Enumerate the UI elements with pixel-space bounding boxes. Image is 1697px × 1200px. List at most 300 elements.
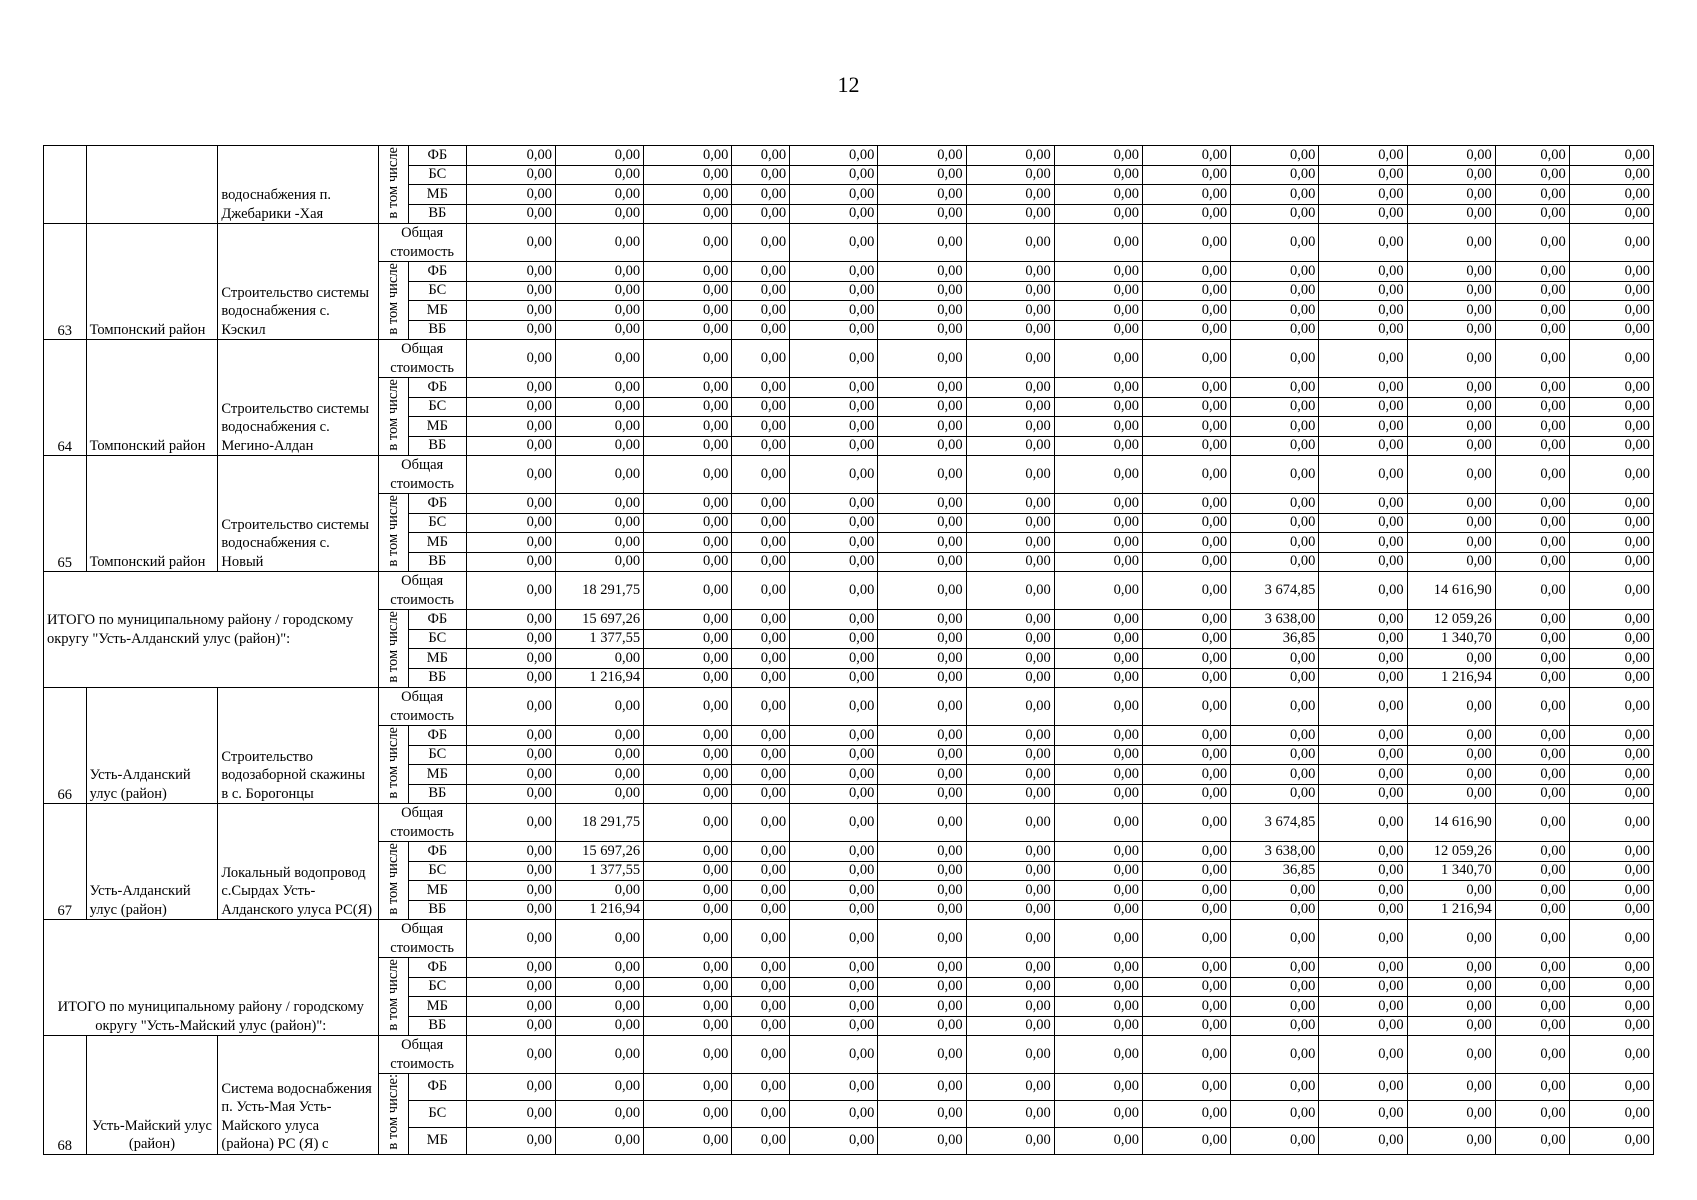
value-cell: 0,00 <box>1142 804 1230 842</box>
value-cell: 0,00 <box>878 262 966 282</box>
value-cell: 0,00 <box>1495 572 1569 610</box>
value-cell: 0,00 <box>1054 1036 1142 1074</box>
value-cell: 0,00 <box>1569 842 1653 862</box>
value-cell: 0,00 <box>1319 146 1407 166</box>
value-cell: 0,00 <box>1231 649 1319 669</box>
value-cell: 0,00 <box>732 397 790 417</box>
value-cell: 0,00 <box>878 340 966 378</box>
value-cell: 0,00 <box>466 224 555 262</box>
value-cell: 0,00 <box>1407 397 1495 417</box>
value-cell: 0,00 <box>878 977 966 997</box>
value-cell: 0,00 <box>1407 726 1495 746</box>
value-cell: 0,00 <box>1407 301 1495 321</box>
value-cell: 0,00 <box>1231 301 1319 321</box>
value-cell: 0,00 <box>966 1074 1054 1101</box>
value-cell: 0,00 <box>644 997 732 1017</box>
value-cell: 0,00 <box>1054 417 1142 437</box>
budget-table <box>43 145 1654 1155</box>
value-cell: 0,00 <box>878 1100 966 1127</box>
value-cell: 0,00 <box>966 204 1054 224</box>
value-cell: 0,00 <box>878 281 966 301</box>
value-cell: 0,00 <box>1231 765 1319 785</box>
funding-source: БС <box>408 977 466 997</box>
value-cell: 0,00 <box>1142 397 1230 417</box>
value-cell: 0,00 <box>732 281 790 301</box>
value-cell: 0,00 <box>732 688 790 726</box>
value-cell: 0,00 <box>644 417 732 437</box>
value-cell: 0,00 <box>1142 920 1230 958</box>
value-cell: 0,00 <box>1319 997 1407 1017</box>
value-cell: 0,00 <box>878 572 966 610</box>
value-cell: 0,00 <box>466 900 555 920</box>
value-cell: 0,00 <box>644 397 732 417</box>
value-cell: 0,00 <box>790 842 878 862</box>
value-cell: 0,00 <box>1054 494 1142 514</box>
value-cell: 0,00 <box>732 958 790 978</box>
value-cell: 0,00 <box>644 726 732 746</box>
value-cell: 0,00 <box>732 494 790 514</box>
value-cell: 0,00 <box>1495 649 1569 669</box>
value-cell: 0,00 <box>1142 340 1230 378</box>
value-cell: 0,00 <box>790 920 878 958</box>
value-cell: 3 638,00 <box>1231 610 1319 630</box>
value-cell: 0,00 <box>1142 262 1230 282</box>
value-cell: 0,00 <box>644 920 732 958</box>
value-cell: 0,00 <box>1319 668 1407 688</box>
value-cell: 0,00 <box>878 533 966 553</box>
value-cell: 0,00 <box>1054 281 1142 301</box>
value-cell: 0,00 <box>1054 958 1142 978</box>
value-cell: 0,00 <box>966 572 1054 610</box>
value-cell: 0,00 <box>1142 320 1230 340</box>
value-cell: 0,00 <box>1319 610 1407 630</box>
value-cell: 0,00 <box>966 1016 1054 1036</box>
value-cell: 0,00 <box>1495 301 1569 321</box>
value-cell: 0,00 <box>1142 552 1230 572</box>
value-cell: 0,00 <box>1054 861 1142 881</box>
value-cell: 0,00 <box>790 1127 878 1154</box>
value-cell: 0,00 <box>790 900 878 920</box>
value-cell: 0,00 <box>966 958 1054 978</box>
value-cell: 1 216,94 <box>555 668 643 688</box>
value-cell: 0,00 <box>732 765 790 785</box>
value-cell: 0,00 <box>1319 456 1407 494</box>
value-cell: 0,00 <box>1142 784 1230 804</box>
value-cell: 0,00 <box>1142 765 1230 785</box>
value-cell: 12 059,26 <box>1407 842 1495 862</box>
value-cell: 0,00 <box>466 688 555 726</box>
region-name: Усть-Майский улус (район) <box>86 1036 218 1155</box>
value-cell: 0,00 <box>732 378 790 398</box>
funding-source: МБ <box>408 185 466 205</box>
value-cell: 0,00 <box>1495 378 1569 398</box>
value-cell: 0,00 <box>555 1016 643 1036</box>
value-cell: 0,00 <box>732 301 790 321</box>
value-cell: 0,00 <box>966 494 1054 514</box>
value-cell: 0,00 <box>1231 920 1319 958</box>
value-cell: 0,00 <box>1569 784 1653 804</box>
value-cell: 0,00 <box>878 958 966 978</box>
value-cell: 0,00 <box>555 1127 643 1154</box>
value-cell: 0,00 <box>878 436 966 456</box>
value-cell: 0,00 <box>878 629 966 649</box>
value-cell: 0,00 <box>1319 1074 1407 1101</box>
value-cell: 0,00 <box>1142 533 1230 553</box>
value-cell: 0,00 <box>555 262 643 282</box>
funding-source: БС <box>408 281 466 301</box>
value-cell: 0,00 <box>555 340 643 378</box>
value-cell: 0,00 <box>1407 977 1495 997</box>
funding-source: МБ <box>408 765 466 785</box>
value-cell: 0,00 <box>790 378 878 398</box>
value-cell: 0,00 <box>878 224 966 262</box>
value-cell: 0,00 <box>790 1100 878 1127</box>
value-cell: 0,00 <box>1231 881 1319 901</box>
value-cell: 0,00 <box>1569 204 1653 224</box>
value-cell: 0,00 <box>1054 1016 1142 1036</box>
value-cell: 0,00 <box>966 185 1054 205</box>
value-cell: 0,00 <box>790 688 878 726</box>
value-cell: 0,00 <box>466 861 555 881</box>
value-cell: 0,00 <box>1231 204 1319 224</box>
including-text: в том числе <box>385 958 402 1031</box>
value-cell: 0,00 <box>966 456 1054 494</box>
value-cell: 0,00 <box>644 900 732 920</box>
object-name: Строительство системы водоснабжения с. Мегино-Алдан <box>218 340 378 456</box>
itog-label: ИТОГО по муниципальному району / городскому округу "Усть-Майский улус (район)": <box>44 920 379 1036</box>
value-cell: 0,00 <box>466 1127 555 1154</box>
value-cell: 18 291,75 <box>555 572 643 610</box>
value-cell: 0,00 <box>966 146 1054 166</box>
value-cell: 0,00 <box>466 456 555 494</box>
value-cell: 0,00 <box>1142 629 1230 649</box>
value-cell: 0,00 <box>1231 513 1319 533</box>
including-text: в том числе <box>385 842 402 915</box>
value-cell: 0,00 <box>1231 1074 1319 1101</box>
value-cell: 0,00 <box>1054 552 1142 572</box>
region-name: Томпонский район <box>86 340 218 456</box>
value-cell: 0,00 <box>878 997 966 1017</box>
value-cell: 0,00 <box>878 688 966 726</box>
value-cell: 0,00 <box>1495 417 1569 437</box>
value-cell: 0,00 <box>732 1127 790 1154</box>
value-cell: 0,00 <box>644 861 732 881</box>
value-cell: 0,00 <box>466 842 555 862</box>
value-cell: 0,00 <box>1495 204 1569 224</box>
value-cell: 0,00 <box>732 881 790 901</box>
value-cell: 0,00 <box>644 185 732 205</box>
value-cell: 0,00 <box>644 146 732 166</box>
value-cell: 0,00 <box>1319 726 1407 746</box>
value-cell: 0,00 <box>966 340 1054 378</box>
value-cell: 0,00 <box>878 1036 966 1074</box>
value-cell: 1 216,94 <box>1407 900 1495 920</box>
table-row <box>44 688 1654 726</box>
value-cell: 0,00 <box>1319 340 1407 378</box>
row-number: 66 <box>44 688 87 804</box>
value-cell: 0,00 <box>790 456 878 494</box>
value-cell: 0,00 <box>555 1074 643 1101</box>
value-cell: 0,00 <box>1569 436 1653 456</box>
value-cell: 0,00 <box>1231 436 1319 456</box>
value-cell: 0,00 <box>790 494 878 514</box>
value-cell: 0,00 <box>1142 649 1230 669</box>
value-cell: 0,00 <box>1054 378 1142 398</box>
value-cell: 0,00 <box>878 185 966 205</box>
value-cell: 0,00 <box>1054 513 1142 533</box>
value-cell: 0,00 <box>1054 320 1142 340</box>
value-cell: 0,00 <box>1495 629 1569 649</box>
value-cell: 0,00 <box>1142 301 1230 321</box>
including-text: в том числе <box>385 262 402 335</box>
value-cell: 0,00 <box>1142 610 1230 630</box>
funding-source: ВБ <box>408 320 466 340</box>
value-cell: 0,00 <box>966 765 1054 785</box>
value-cell: 0,00 <box>466 1074 555 1101</box>
including-text: в том числе <box>385 726 402 799</box>
value-cell: 0,00 <box>555 320 643 340</box>
row-number: 65 <box>44 456 87 572</box>
funding-source: БС <box>408 861 466 881</box>
value-cell: 0,00 <box>790 552 878 572</box>
value-cell: 0,00 <box>466 572 555 610</box>
value-cell: 0,00 <box>1569 572 1653 610</box>
value-cell: 0,00 <box>790 340 878 378</box>
value-cell: 0,00 <box>790 301 878 321</box>
value-cell: 0,00 <box>966 1127 1054 1154</box>
value-cell: 0,00 <box>1495 610 1569 630</box>
value-cell: 0,00 <box>1495 397 1569 417</box>
value-cell: 0,00 <box>1495 1100 1569 1127</box>
value-cell: 0,00 <box>732 1100 790 1127</box>
value-cell: 0,00 <box>1054 804 1142 842</box>
value-cell: 0,00 <box>1231 224 1319 262</box>
object-name: Строительство системы водоснабжения с. Кэскил <box>218 224 378 340</box>
value-cell: 0,00 <box>1569 1074 1653 1101</box>
value-cell: 0,00 <box>1142 204 1230 224</box>
value-cell: 0,00 <box>644 320 732 340</box>
value-cell: 0,00 <box>966 513 1054 533</box>
value-cell: 0,00 <box>1569 397 1653 417</box>
value-cell: 0,00 <box>1054 1127 1142 1154</box>
including-label <box>378 726 408 804</box>
value-cell: 0,00 <box>966 262 1054 282</box>
value-cell: 1 377,55 <box>555 861 643 881</box>
value-cell: 0,00 <box>555 997 643 1017</box>
value-cell: 0,00 <box>1569 688 1653 726</box>
value-cell: 0,00 <box>466 668 555 688</box>
value-cell: 0,00 <box>790 185 878 205</box>
value-cell: 0,00 <box>644 224 732 262</box>
value-cell: 0,00 <box>644 281 732 301</box>
value-cell: 0,00 <box>555 784 643 804</box>
value-cell: 0,00 <box>1569 533 1653 553</box>
value-cell: 0,00 <box>1142 726 1230 746</box>
value-cell: 0,00 <box>466 977 555 997</box>
value-cell: 0,00 <box>555 881 643 901</box>
value-cell: 0,00 <box>1569 1100 1653 1127</box>
value-cell: 0,00 <box>878 301 966 321</box>
value-cell: 0,00 <box>1054 977 1142 997</box>
value-cell: 0,00 <box>966 745 1054 765</box>
value-cell: 0,00 <box>466 958 555 978</box>
value-cell: 0,00 <box>878 552 966 572</box>
value-cell: 0,00 <box>1319 185 1407 205</box>
value-cell: 0,00 <box>1319 920 1407 958</box>
value-cell: 0,00 <box>644 842 732 862</box>
value-cell: 0,00 <box>878 881 966 901</box>
value-cell: 0,00 <box>966 1036 1054 1074</box>
value-cell: 0,00 <box>466 533 555 553</box>
value-cell: 0,00 <box>1569 262 1653 282</box>
value-cell: 0,00 <box>644 745 732 765</box>
value-cell: 0,00 <box>878 417 966 437</box>
value-cell: 0,00 <box>1319 436 1407 456</box>
value-cell: 0,00 <box>1054 146 1142 166</box>
value-cell: 0,00 <box>1231 320 1319 340</box>
funding-source: ВБ <box>408 784 466 804</box>
value-cell: 0,00 <box>1054 688 1142 726</box>
value-cell: 0,00 <box>966 900 1054 920</box>
value-cell: 0,00 <box>644 262 732 282</box>
value-cell: 0,00 <box>1231 262 1319 282</box>
value-cell: 0,00 <box>1569 224 1653 262</box>
value-cell: 0,00 <box>644 668 732 688</box>
value-cell: 0,00 <box>644 765 732 785</box>
value-cell: 0,00 <box>1054 726 1142 746</box>
value-cell: 0,00 <box>1407 920 1495 958</box>
value-cell: 0,00 <box>966 668 1054 688</box>
value-cell: 0,00 <box>1495 456 1569 494</box>
value-cell: 0,00 <box>1407 494 1495 514</box>
value-cell: 0,00 <box>732 1036 790 1074</box>
value-cell: 0,00 <box>1319 378 1407 398</box>
value-cell: 14 616,90 <box>1407 572 1495 610</box>
value-cell: 0,00 <box>1142 417 1230 437</box>
value-cell: 0,00 <box>466 281 555 301</box>
value-cell: 0,00 <box>466 1036 555 1074</box>
value-cell: 0,00 <box>732 920 790 958</box>
value-cell: 0,00 <box>878 804 966 842</box>
value-cell: 0,00 <box>1407 224 1495 262</box>
value-cell: 0,00 <box>1407 281 1495 301</box>
value-cell: 0,00 <box>1569 494 1653 514</box>
value-cell: 1 340,70 <box>1407 861 1495 881</box>
value-cell: 0,00 <box>878 649 966 669</box>
value-cell: 0,00 <box>1569 552 1653 572</box>
value-cell: 0,00 <box>1495 185 1569 205</box>
value-cell: 0,00 <box>1231 552 1319 572</box>
value-cell: 0,00 <box>878 726 966 746</box>
value-cell: 0,00 <box>555 456 643 494</box>
value-cell: 0,00 <box>1407 765 1495 785</box>
value-cell: 0,00 <box>732 513 790 533</box>
funding-source: БС <box>408 397 466 417</box>
total-cost-label: Общая стоимость <box>378 688 466 726</box>
value-cell: 3 638,00 <box>1231 842 1319 862</box>
value-cell: 0,00 <box>1407 533 1495 553</box>
value-cell: 0,00 <box>555 920 643 958</box>
value-cell: 0,00 <box>1054 765 1142 785</box>
value-cell: 0,00 <box>732 1016 790 1036</box>
value-cell: 0,00 <box>1319 533 1407 553</box>
value-cell: 0,00 <box>1319 958 1407 978</box>
value-cell: 0,00 <box>1319 397 1407 417</box>
value-cell: 0,00 <box>644 456 732 494</box>
value-cell: 0,00 <box>1569 456 1653 494</box>
value-cell: 0,00 <box>555 165 643 185</box>
value-cell: 0,00 <box>1319 1127 1407 1154</box>
value-cell: 0,00 <box>555 1036 643 1074</box>
value-cell: 0,00 <box>966 629 1054 649</box>
value-cell: 0,00 <box>1495 1036 1569 1074</box>
value-cell: 0,00 <box>966 378 1054 398</box>
value-cell: 0,00 <box>466 340 555 378</box>
value-cell: 0,00 <box>555 301 643 321</box>
value-cell: 0,00 <box>1495 765 1569 785</box>
value-cell: 0,00 <box>1495 842 1569 862</box>
including-label <box>378 958 408 1036</box>
region-name <box>86 146 218 224</box>
value-cell: 0,00 <box>1054 204 1142 224</box>
value-cell: 0,00 <box>1231 1127 1319 1154</box>
value-cell: 0,00 <box>1319 1100 1407 1127</box>
value-cell: 0,00 <box>466 185 555 205</box>
value-cell: 0,00 <box>555 977 643 997</box>
value-cell: 0,00 <box>790 745 878 765</box>
value-cell: 0,00 <box>1231 1036 1319 1074</box>
including-text: в том числе <box>385 494 402 567</box>
value-cell: 0,00 <box>790 804 878 842</box>
value-cell: 0,00 <box>1142 165 1230 185</box>
value-cell: 0,00 <box>878 610 966 630</box>
value-cell: 0,00 <box>1231 397 1319 417</box>
value-cell: 0,00 <box>1142 185 1230 205</box>
value-cell: 0,00 <box>1495 494 1569 514</box>
value-cell: 0,00 <box>1142 900 1230 920</box>
value-cell: 3 674,85 <box>1231 804 1319 842</box>
value-cell: 0,00 <box>1407 262 1495 282</box>
value-cell: 0,00 <box>1407 417 1495 437</box>
value-cell: 0,00 <box>1569 726 1653 746</box>
value-cell: 0,00 <box>790 436 878 456</box>
value-cell: 0,00 <box>732 1074 790 1101</box>
region-name: Усть-Алданский улус (район) <box>86 688 218 804</box>
value-cell: 0,00 <box>1569 1036 1653 1074</box>
value-cell: 0,00 <box>1054 1100 1142 1127</box>
value-cell: 0,00 <box>644 649 732 669</box>
value-cell: 0,00 <box>1319 842 1407 862</box>
total-cost-label: Общая стоимость <box>378 804 466 842</box>
value-cell: 0,00 <box>1407 997 1495 1017</box>
including-label <box>378 262 408 340</box>
itog-label: ИТОГО по муниципальному району / городскому округу "Усть-Алданский улус (район)": <box>44 572 379 688</box>
value-cell: 0,00 <box>966 861 1054 881</box>
row-number: 64 <box>44 340 87 456</box>
including-text: в том числе: <box>385 1074 402 1150</box>
value-cell: 0,00 <box>1319 224 1407 262</box>
value-cell: 0,00 <box>466 436 555 456</box>
total-cost-label: Общая стоимость <box>378 456 466 494</box>
total-cost-label: Общая стоимость <box>378 572 466 610</box>
value-cell: 0,00 <box>790 224 878 262</box>
value-cell: 0,00 <box>1569 629 1653 649</box>
value-cell: 0,00 <box>644 204 732 224</box>
value-cell: 0,00 <box>1054 745 1142 765</box>
value-cell: 0,00 <box>1231 417 1319 437</box>
value-cell: 0,00 <box>1054 262 1142 282</box>
value-cell: 0,00 <box>878 668 966 688</box>
